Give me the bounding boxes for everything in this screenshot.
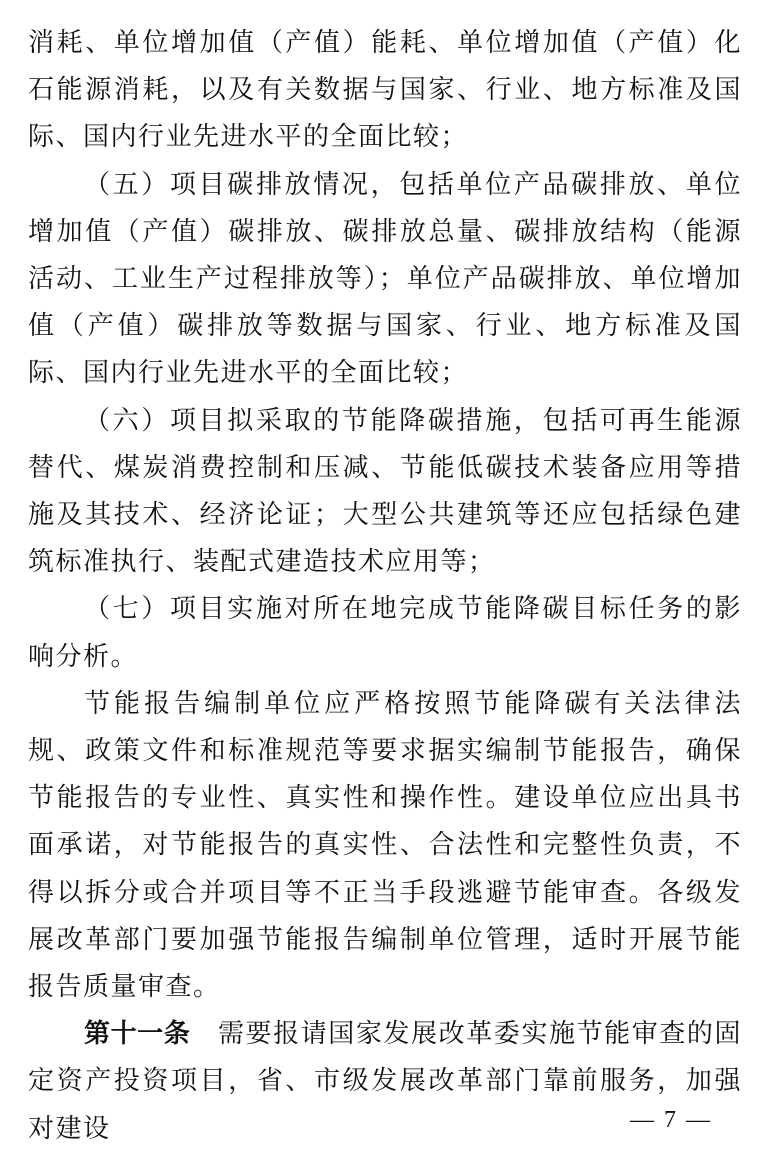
article-spacer: [190, 1019, 218, 1049]
document-page: [0, 20, 772, 1153]
paragraph-energy-comparison: 消耗、单位增加值（产值）能耗、单位增加值（产值）化石能源消耗，以及有关数据与国家、行业、地方标准及国际、国内行业先进水平的全面比较；: [28, 28, 742, 153]
paragraph-report-requirements: 节能报告编制单位应严格按照节能降碳有关法律法规、政策文件和标准规范等要求据实编制节能报告，确保节能报告的专业性、真实性和操作性。建设单位应出具书面承诺，对节能报告的真实性、合法性和完整性负责，不得以拆分或合并项目等不正当手段逃避节能审查。各级发展改革部门要加强节能报告编制单位管理，适时开展节能报告质量审查。: [28, 688, 742, 1003]
article-heading: 第十一条: [84, 1019, 191, 1050]
paragraph-item-5-carbon-emission: （五）项目碳排放情况，包括单位产品碳排放、单位增加值（产值）碳排放、碳排放总量、碳排放结构（能源活动、工业生产过程排放等）；单位产品碳排放、单位增加值（产值）碳排放等数据与国家、行业、地方标准及国际、国内行业先进水平的全面比较；: [28, 169, 742, 389]
paragraph-item-6-measures: （六）项目拟采取的节能降碳措施，包括可再生能源替代、煤炭消费控制和压减、节能低碳技术装备应用等措施及其技术、经济论证；大型公共建筑等还应包括绿色建筑标准执行、装配式建造技术应用等；: [28, 405, 742, 578]
article-text: 需要报请国家发展改革委实施节能审查的固定资产投资项目，省、市级发展改革部门靠前服务，加强对建设: [28, 1019, 742, 1144]
page-number: — 7 —: [630, 1107, 712, 1133]
paragraph-item-7-impact: （七）项目实施对所在地完成节能降碳目标任务的影响分析。: [28, 594, 742, 672]
